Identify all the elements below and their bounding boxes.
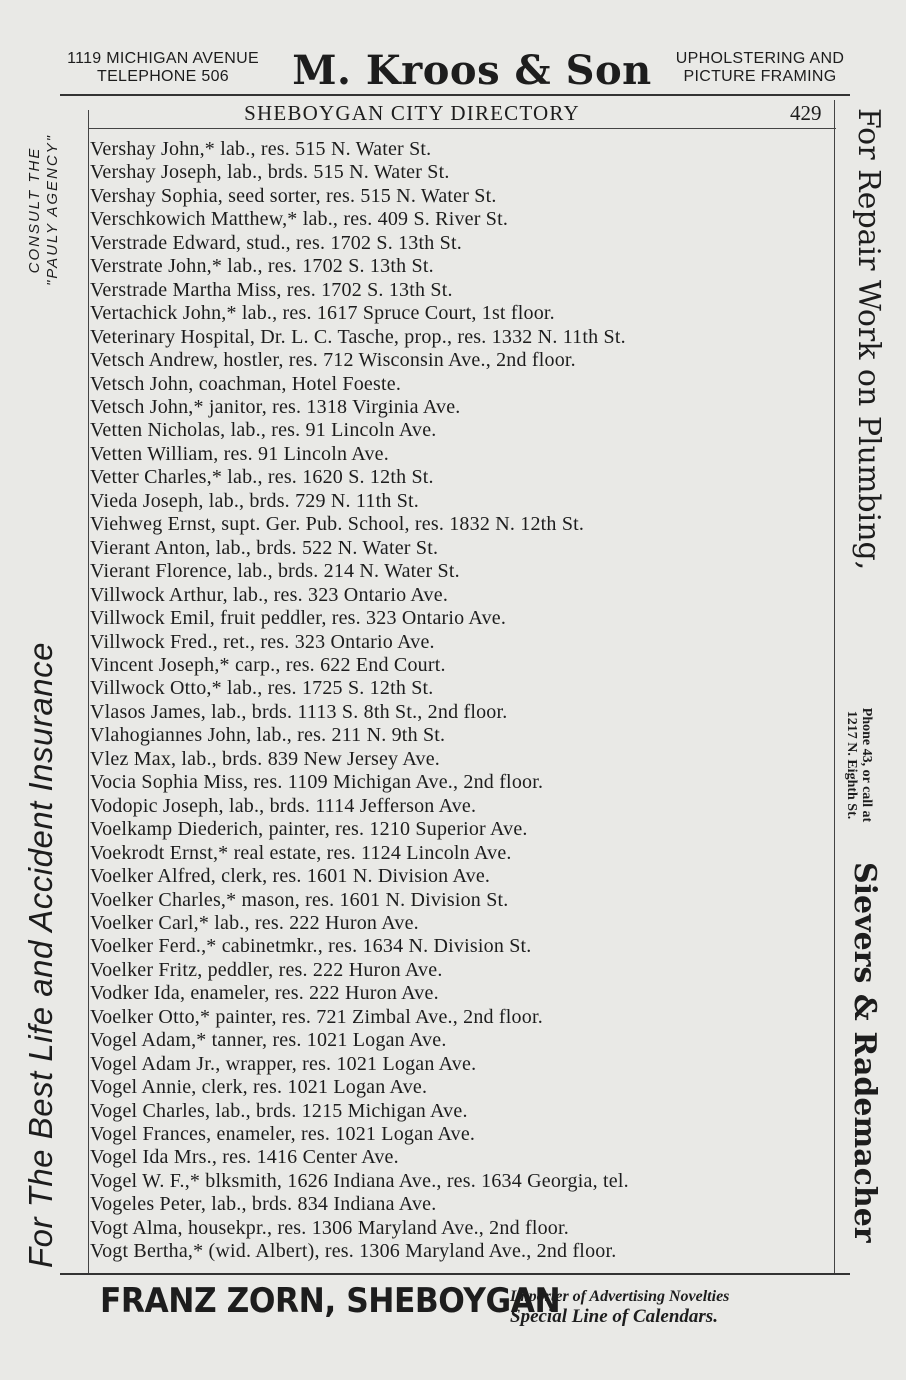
directory-entry: Vogel Adam,* tanner, res. 1021 Logan Ave. — [90, 1029, 447, 1052]
header-services-line-2: PICTURE FRAMING — [683, 68, 837, 85]
plumbing-ad-phone-line-2: 1217 N. Eighth St. — [844, 710, 859, 820]
consult-ad-line-2: "PAULY AGENCY" — [44, 133, 61, 287]
footer-tagline-line-1: Importer of Advertising Novelties — [510, 1288, 730, 1305]
frame-rule-left — [88, 110, 89, 1273]
directory-entry: Voelker Fritz, peddler, res. 222 Huron Ave. — [90, 958, 443, 981]
directory-entry: Villwock Emil, fruit peddler, res. 323 Ontario Ave. — [90, 607, 507, 630]
header-advertiser-services — [660, 50, 860, 86]
running-title: SHEBOYGAN CITY DIRECTORY — [244, 101, 580, 125]
directory-entry: Vocia Sophia Miss, res. 1109 Michigan Ave., 2nd floor. — [90, 771, 544, 794]
directory-entry: Vogel Frances, enameler, res. 1021 Logan Ave. — [90, 1123, 476, 1146]
header-telephone-line: TELEPHONE 506 — [97, 68, 229, 85]
directory-entry: Vetsch John, coachman, Hotel Foeste. — [90, 372, 402, 395]
directory-entry: Voelkamp Diederich, painter, res. 1210 Superior Ave. — [90, 818, 528, 841]
header-advertiser-name: M. Kroos & Son — [292, 47, 652, 94]
directory-entry: Veterinary Hospital, Dr. L. C. Tasche, prop., res. 1332 N. 11th St. — [90, 325, 626, 348]
directory-entry: Vodopic Joseph, lab., brds. 1114 Jefferson Ave. — [90, 794, 477, 817]
directory-entry: Voelker Otto,* painter, res. 721 Zimbal Ave., 2nd floor. — [90, 1005, 543, 1028]
directory-entry: Voelker Carl,* lab., res. 222 Huron Ave. — [90, 911, 419, 934]
directory-entry: Vogt Bertha,* (wid. Albert), res. 1306 Maryland Ave., 2nd floor. — [90, 1240, 617, 1263]
insurance-ad: For The Best Life and Accident Insurance — [22, 642, 59, 1268]
directory-entry: Vogel Ida Mrs., res. 1416 Center Ave. — [90, 1146, 399, 1169]
directory-entry: Vodker Ida, enameler, res. 222 Huron Ave. — [90, 982, 439, 1005]
directory-entry: Vogel Annie, clerk, res. 1021 Logan Ave. — [90, 1076, 428, 1099]
frame-rule-right — [834, 100, 835, 1273]
plumbing-ad-phone-line-1: Phone 43, or call at — [859, 707, 874, 823]
plumbing-ad-phone — [844, 660, 874, 870]
directory-entry: Vlahogiannes John, lab., res. 211 N. 9th St. — [90, 724, 446, 747]
directory-entry: Vetsch John,* janitor, res. 1318 Virginia Ave. — [90, 395, 461, 418]
directory-entry: Vincent Joseph,* carp., res. 622 End Court. — [90, 653, 446, 676]
directory-entry: Vieda Joseph, lab., brds. 729 N. 11th St. — [90, 489, 420, 512]
directory-entry: Vetter Charles,* lab., res. 1620 S. 12th St. — [90, 466, 434, 489]
directory-entry: Voelker Ferd.,* cabinetmkr., res. 1634 N. Division St. — [90, 935, 532, 958]
directory-entry: Vlasos James, lab., brds. 1113 S. 8th St., 2nd floor. — [90, 700, 508, 723]
directory-entry: Vertachick John,* lab., res. 1617 Spruce Court, 1st floor. — [90, 302, 555, 325]
directory-entry: Vetten William, res. 91 Lincoln Ave. — [90, 442, 389, 465]
directory-entry: Villwock Otto,* lab., res. 1725 S. 12th St. — [90, 677, 434, 700]
directory-listing — [90, 138, 830, 1264]
directory-entry: Villwock Fred., ret., res. 323 Ontario Ave. — [90, 630, 435, 653]
header-address-line: 1119 MICHIGAN AVENUE — [67, 50, 259, 67]
directory-entry: Vershay Joseph, lab., brds. 515 N. Water St. — [90, 161, 450, 184]
directory-entry: Villwock Arthur, lab., res. 323 Ontario Ave. — [90, 583, 449, 606]
header-services-line-1: UPHOLSTERING AND — [675, 50, 845, 67]
page-number: 429 — [790, 101, 822, 125]
footer-brand: FRANZ ZORN, SHEBOYGAN — [100, 1281, 561, 1321]
directory-entry: Verstrate John,* lab., res. 1702 S. 13th St. — [90, 255, 434, 278]
directory-entry: Vershay Sophia, seed sorter, res. 515 N. Water St. — [90, 184, 497, 207]
directory-entry: Vetten Nicholas, lab., res. 91 Lincoln Ave. — [90, 419, 437, 442]
header-advertiser-address — [48, 50, 278, 86]
directory-entry: Vierant Florence, lab., brds. 214 N. Water St. — [90, 560, 460, 583]
directory-entry: Voelker Alfred, clerk, res. 1601 N. Division Ave. — [90, 865, 491, 888]
directory-entry: Vlez Max, lab., brds. 839 New Jersey Ave. — [90, 747, 440, 770]
directory-entry: Verschkowich Matthew,* lab., res. 409 S. River St. — [90, 208, 509, 231]
directory-entry: Vogeles Peter, lab., brds. 834 Indiana Ave. — [90, 1193, 437, 1216]
frame-rule-top — [88, 128, 836, 129]
directory-entry: Verstrade Edward, stud., res. 1702 S. 13th St. — [90, 231, 462, 254]
directory-entry: Vogel Charles, lab., brds. 1215 Michigan Ave. — [90, 1099, 468, 1122]
header-rule — [60, 94, 850, 96]
directory-entry: Verstrade Martha Miss, res. 1702 S. 13th St. — [90, 278, 453, 301]
directory-entry: Voelker Charles,* mason, res. 1601 N. Division St. — [90, 888, 509, 911]
plumbing-ad-firm-name: Sievers & Rademacher — [847, 862, 882, 1243]
footer-tagline-line-2: Special Line of Calendars. — [510, 1306, 718, 1327]
directory-entry: Vierant Anton, lab., brds. 522 N. Water St. — [90, 536, 439, 559]
directory-entry: Viehweg Ernst, supt. Ger. Pub. School, res. 1832 N. 12th St. — [90, 513, 585, 536]
consult-ad-line-1: CONSULT THE — [26, 146, 43, 274]
directory-entry: Vershay John,* lab., res. 515 N. Water St. — [90, 138, 432, 160]
directory-entry: Vetsch Andrew, hostler, res. 712 Wisconsin Ave., 2nd floor. — [90, 349, 576, 372]
frame-rule-bottom — [60, 1273, 850, 1275]
directory-entry: Voekrodt Ernst,* real estate, res. 1124 Lincoln Ave. — [90, 841, 512, 864]
directory-entry: Vogt Alma, housekpr., res. 1306 Maryland Ave., 2nd floor. — [90, 1216, 569, 1239]
consult-ad — [26, 110, 86, 310]
directory-entry: Vogel W. F.,* blksmith, 1626 Indiana Ave., res. 1634 Georgia, tel. — [90, 1169, 629, 1192]
plumbing-ad: For Repair Work on Plumbing, — [851, 108, 886, 571]
directory-entry: Vogel Adam Jr., wrapper, res. 1021 Logan Ave. — [90, 1052, 477, 1075]
footer-tagline — [510, 1288, 850, 1328]
